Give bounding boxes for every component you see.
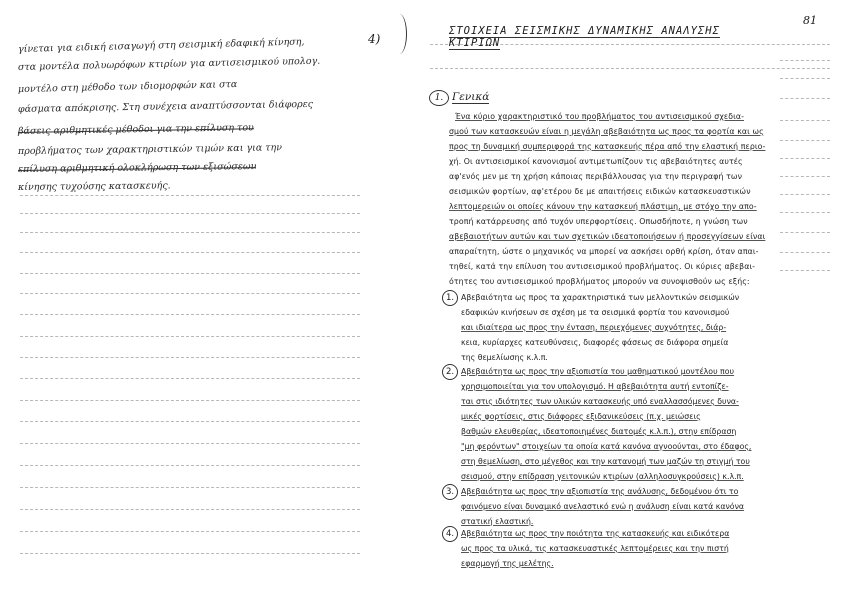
body-line: αβεβαιοτήτων αυτών και των σχετικών ιδεατοποιήσεων ή προσεγγίσεων είναι <box>449 232 766 241</box>
list-item-line: φαινόμενο είναι δυναμικό ανελαστικό ενώ η ανάλυση είναι κατά κανόνα <box>461 502 745 511</box>
body-line: λεπτομερειών οι οποίες κάνουν την κατασκευή πλάστιμη, με στόχο την απο- <box>449 202 757 211</box>
body-line: σμού των κατασκευών είναι η μεγάλη αβεβαιότητα ως προς τα φορτία και ως <box>449 127 764 136</box>
handwritten-line: κίνησης τυχούσης κατασκευής. <box>17 180 171 193</box>
section-label: Γενικά <box>452 91 490 103</box>
list-item-line: σεισμού, στην επίδραση γειτονικών κτιρίων (αλληλοσυγκρούσεις) κ.λ.π. <box>461 472 744 481</box>
handwritten-line: στα μοντέλα πολυωρόφων κτιρίων για αντισεισμικού υπολογ. <box>17 55 321 73</box>
list-item-number: 2. <box>442 364 458 380</box>
section-number: 1. <box>429 90 449 106</box>
handwritten-line: βάσεις αριθμητικές μέθοδοι για την επίλυση του <box>17 122 254 137</box>
body-line: αφ'ενός μεν με τη χρήση κάποιας περιβάλλουσας για την περιγραφή των <box>449 172 743 181</box>
list-item-line: εδαφικών κινήσεων σε σχέση με τα σεισμικά φορτία του κανονισμού <box>461 308 730 317</box>
list-item-line: στατική ελαστική. <box>461 517 534 526</box>
list-item-line: Αβεβαιότητα ως προς την αξιοπιστία του μαθηματικού μοντέλου που <box>461 367 735 376</box>
chapter-title-line1: ΣΤΟΙΧΕΙΑ ΣΕΙΣΜΙΚΗΣ ΔΥΝΑΜΙΚΗΣ ΑΝΑΛΥΣΗΣ <box>449 25 720 37</box>
list-item-line: "μη φερόντων" στοιχείων τα οποία κατά κανόνα αγνοούνται, στο έδαφος, <box>461 442 752 451</box>
list-item-line: Αβεβαιότητα ως προς την ποιότητα της κατασκευής και ειδικότερα <box>461 529 730 538</box>
handwritten-line: προβλήματος των χαρακτηριστικών τιμών και για την <box>17 142 283 157</box>
list-item-line: χρησιμοποιείται για τον υπολογισμό. Η αβεβαιότητα αυτή εντοπίζε- <box>461 382 729 391</box>
body-line: τηθεί, κατά την επίλυση του αντισεισμικού προβλήματος. Οι κύριες αβεβαι- <box>449 262 756 271</box>
body-line: σεισμικών φορτίων, αφ'ετέρου δε με απαιτήσεις ειδικών κατασκευαστικών <box>449 187 751 196</box>
body-line: απαραίτητη, ώστε ο μηχανικός να μπορεί να ασκήσει ορθή κρίση, όταν απαι- <box>449 247 759 256</box>
handwritten-line: επίλυση αριθμητική ολοκλήρωση των εξισώσεων <box>17 161 257 175</box>
chapter-title-line2: ΚΤΙΡΙΩΝ <box>449 37 501 49</box>
list-item-line: Αβεβαιότητα ως προς τα χαρακτηριστικά των μελλοντικών σεισμικών <box>461 293 740 302</box>
body-line: τροπή κατάρρευσης από τυχόν υπερφορτίσεις. Οπωσδήποτε, η γνώση των <box>449 217 748 226</box>
page-number: 81 <box>803 14 817 27</box>
left-page-mark: 4) <box>368 32 381 46</box>
list-item-line: Αβεβαιότητα ως προς την αξιοπιστία της ανάλυσης, δεδομένου ότι το <box>461 487 739 496</box>
body-line: ότητες του αντισεισμικού προβλήματος μπορούν να συνοψισθούν ως εξής: <box>449 277 750 286</box>
list-item-number: 3. <box>442 484 458 500</box>
list-item-line: ως προς τα υλικά, τις κατασκευαστικές λεπτομέρειες και την πιστή <box>461 544 729 553</box>
list-item-line: στη θεμελίωση, στο μέγεθος και την κατανομή των μαζών τη στιγμή του <box>461 457 750 466</box>
handwritten-line: φάσματα απόκρισης. Στη συνέχεια αναπτύσσονται διάφορες <box>17 98 314 115</box>
handwritten-line: γίνεται για ειδική εισαγωγή στη σεισμική εδαφική κίνηση, <box>17 36 305 55</box>
list-item-number: 4. <box>442 526 458 542</box>
list-item-line: ται στις ιδιότητες των υλικών κατασκευής υπό εναλλασσόμενες δυνα- <box>461 397 739 406</box>
section-heading <box>429 90 489 106</box>
list-item-line: κεια, κυρίαρχες κατευθύνσεις, διαφορές φάσεως σε διάφορα σημεία <box>461 338 729 347</box>
body-line: χή. Οι αντισεισμικοί κανονισμοί αντιμετωπίζουν τις αβεβαιότητες αυτές <box>449 157 743 166</box>
body-line: Ένα κύριο χαρακτηριστικό του προβλήματος του αντισεισμικού σχεδια- <box>455 112 745 121</box>
list-item-line: μικές φορτίσεις, στις διάφορες εξιδανικεύσεις (π.χ. μειώσεις <box>461 412 701 421</box>
list-item-number: 1. <box>442 290 458 306</box>
list-item-line: και ιδιαίτερα ως προς την ένταση, περιεχόμενες συχνότητες, διάρ- <box>461 323 727 332</box>
list-item-line: εφαρμογή της μελέτης. <box>461 559 554 568</box>
handwritten-line: μοντέλο στη μέθοδο των ιδιομορφών και στα <box>17 79 238 95</box>
list-item-line: βαθμών ελευθερίας, ιδεατοποιημένες διατομές κ.λ.π.), στην επίδραση <box>461 427 737 436</box>
margin-bracket <box>392 14 407 54</box>
list-item-line: της θεμελίωσης κ.λ.π. <box>461 353 548 362</box>
chapter-title <box>449 25 809 49</box>
body-line: προς τη δυναμική συμπεριφορά της κατασκευής πέρα από την ελαστική περιο- <box>449 142 766 151</box>
